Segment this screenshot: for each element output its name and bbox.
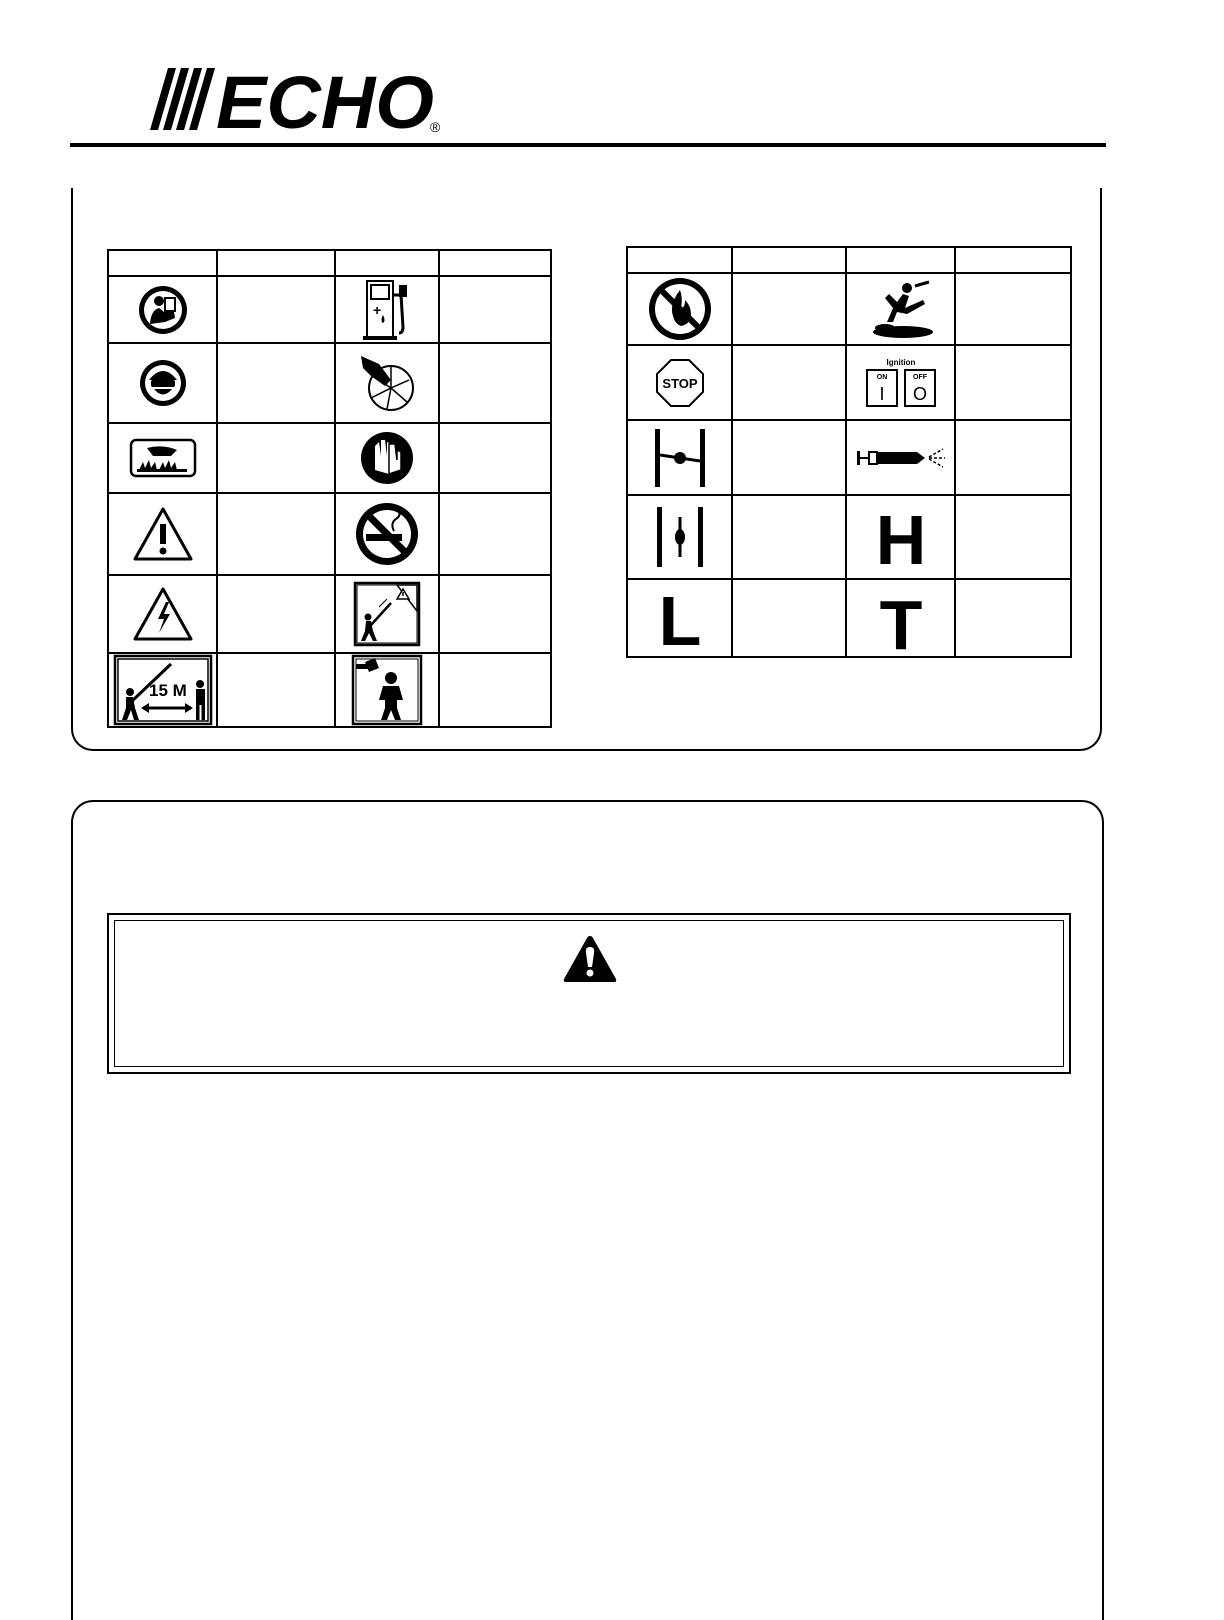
choke-closed-icon xyxy=(645,427,715,489)
header-cell xyxy=(955,247,1071,273)
table-row xyxy=(108,493,551,575)
symbol-cell xyxy=(627,345,732,420)
table-row xyxy=(627,420,1071,495)
letter-t: T xyxy=(879,586,922,653)
falling-object-icon xyxy=(353,581,421,647)
ignition-off-symbol: O xyxy=(912,383,927,404)
description-cell xyxy=(732,495,846,579)
header-cell xyxy=(846,247,955,273)
choke-open-icon xyxy=(645,505,715,569)
table-header-row xyxy=(108,250,551,276)
table-row xyxy=(627,579,1071,657)
table-row xyxy=(108,653,551,727)
warning-triangle-icon xyxy=(561,933,619,985)
symbol-table-left xyxy=(107,249,552,728)
symbol-cell xyxy=(846,495,955,579)
table-header-row xyxy=(627,247,1071,273)
description-cell xyxy=(439,343,551,423)
description-cell xyxy=(955,273,1071,345)
letter-h-icon xyxy=(871,502,931,572)
letter-h: H xyxy=(875,502,926,572)
symbol-table-right xyxy=(626,246,1072,658)
description-cell xyxy=(439,575,551,653)
ignition-on-label: ON xyxy=(876,373,887,381)
read-manual-icon xyxy=(137,284,189,336)
stop-label: STOP xyxy=(661,375,698,391)
symbol-cell xyxy=(335,493,439,575)
15m-distance-icon xyxy=(113,654,213,726)
electric-shock-icon xyxy=(132,586,194,642)
table-row xyxy=(627,495,1071,579)
symbol-cell xyxy=(335,423,439,493)
letter-l: L xyxy=(658,583,701,653)
symbol-cell xyxy=(335,276,439,343)
description-cell xyxy=(955,495,1071,579)
symbol-cell xyxy=(627,420,732,495)
table-row xyxy=(627,273,1071,345)
logo-wordmark: ECHO xyxy=(216,66,434,136)
description-cell xyxy=(217,493,335,575)
letter-l-icon xyxy=(650,583,710,653)
description-cell xyxy=(732,579,846,657)
stop-sign-icon xyxy=(655,358,705,408)
symbol-cell xyxy=(846,579,955,657)
description-cell xyxy=(439,276,551,343)
header-cell xyxy=(439,250,551,276)
no-open-flame-icon xyxy=(647,276,713,342)
primer-bulb-icon xyxy=(853,445,949,471)
echo-logo xyxy=(148,66,448,136)
slip-hazard-icon xyxy=(863,278,939,340)
symbol-cell xyxy=(108,653,217,727)
letter-t-icon xyxy=(871,583,931,653)
hot-surface-icon xyxy=(129,438,197,478)
symbol-cell xyxy=(627,495,732,579)
header-rule xyxy=(70,143,1106,147)
description-cell xyxy=(732,420,846,495)
ignition-off-label: OFF xyxy=(912,373,927,381)
no-smoking-icon xyxy=(354,501,420,567)
description-cell xyxy=(955,579,1071,657)
description-cell xyxy=(217,343,335,423)
description-cell xyxy=(732,345,846,420)
table-row xyxy=(627,345,1071,420)
hand-rotating-blade-icon xyxy=(357,352,417,414)
header-cell xyxy=(217,250,335,276)
symbol-cell xyxy=(335,575,439,653)
description-cell xyxy=(955,420,1071,495)
symbol-cell xyxy=(627,273,732,345)
header-cell xyxy=(627,247,732,273)
symbol-cell xyxy=(335,653,439,727)
symbol-cell xyxy=(627,579,732,657)
table-row xyxy=(108,423,551,493)
fuel-pump-icon xyxy=(361,279,413,341)
symbol-cell xyxy=(846,345,955,420)
description-cell xyxy=(217,276,335,343)
symbol-cell xyxy=(108,493,217,575)
falling-debris-person-icon xyxy=(351,654,423,726)
table-row xyxy=(108,343,551,423)
svg-text:+: + xyxy=(373,301,382,318)
description-cell xyxy=(217,423,335,493)
table-row xyxy=(108,575,551,653)
distance-label: 15 M xyxy=(148,681,187,700)
ignition-on-symbol: I xyxy=(878,383,885,404)
registered-mark: ® xyxy=(430,119,441,135)
header-cell xyxy=(732,247,846,273)
description-cell xyxy=(732,273,846,345)
header-cell xyxy=(335,250,439,276)
description-cell xyxy=(217,575,335,653)
wear-gloves-icon xyxy=(359,430,415,486)
symbol-cell xyxy=(846,273,955,345)
eye-ear-head-protection-icon xyxy=(138,358,188,408)
ignition-switch-icon xyxy=(861,356,941,410)
symbol-cell xyxy=(108,343,217,423)
description-cell xyxy=(439,423,551,493)
description-cell xyxy=(955,345,1071,420)
symbol-cell xyxy=(335,343,439,423)
table-row xyxy=(108,276,551,343)
description-cell xyxy=(439,493,551,575)
header-cell xyxy=(108,250,217,276)
description-cell xyxy=(439,653,551,727)
symbol-cell xyxy=(846,420,955,495)
symbol-cell xyxy=(108,575,217,653)
warning-triangle-icon xyxy=(132,506,194,562)
symbol-cell xyxy=(108,423,217,493)
symbol-cell xyxy=(108,276,217,343)
description-cell xyxy=(217,653,335,727)
ignition-title: Ignition xyxy=(886,357,915,367)
